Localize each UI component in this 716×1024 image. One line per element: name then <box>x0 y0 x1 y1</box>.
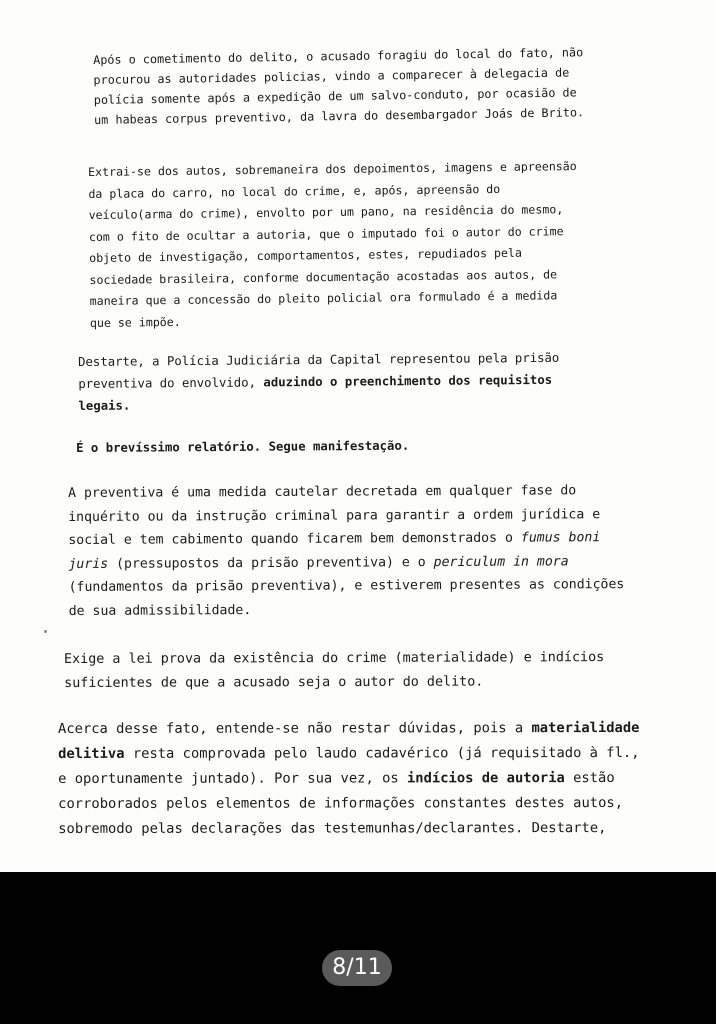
text-line <box>58 766 639 792</box>
text-line: um habeas corpus preventivo, da lavra do desembargador Joás de Brito. <box>93 105 585 127</box>
text-line: que se impõe. <box>89 314 181 330</box>
text-line: A preventiva é uma medida cautelar decretada em qualquer fase do <box>68 483 577 501</box>
paragraph-preventiva-cautelar <box>68 479 625 623</box>
text-line <box>58 741 639 767</box>
text-line: Destarte, a Polícia Judiciária da Capital representou pela prisão <box>78 350 560 369</box>
text-line: Extrai-se dos autos, sobremaneira dos depoimentos, imagens e apreensão <box>88 159 577 179</box>
bold-text-run: materialidade <box>531 719 640 737</box>
text-line <box>68 550 624 576</box>
bold-text-run: aduzindo o preenchimento dos requisitos <box>263 372 553 390</box>
heading-breve-relatorio <box>76 435 409 459</box>
text-run: social e tem cabimento quando ficarem bem demonstrados o <box>68 530 521 548</box>
text-run: Acerca desse fato, entende-se não restar dúvidas, pois a <box>58 720 532 737</box>
text-line: Exige a lei prova da existência do crime (materialidade) e indícios <box>64 650 605 667</box>
text-line: maneira que a concessão do pleito policial ora formulado é a medida <box>89 288 558 308</box>
text-line: Após o cometimento do delito, o acusado foragiu do local do fato, não <box>93 45 584 67</box>
text-line <box>78 369 559 395</box>
text-line <box>58 716 639 742</box>
text-line: da placa do carro, no local do crime, e, após, apreensão do <box>88 181 501 201</box>
text-run: estão <box>564 770 615 787</box>
paragraph-representacao-policia <box>78 347 560 417</box>
text-line: suficientes de que a acusado seja o autor do delito. <box>64 674 484 691</box>
text-line: corroborados pelos elementos de informações constantes destes autos, <box>58 795 624 812</box>
bold-text-run: delitiva <box>58 745 125 762</box>
bold-text-run: legais. <box>78 398 131 413</box>
paragraph-materialidade-autoria <box>58 716 640 842</box>
text-line: veículo(arma do crime), envolto por um pano, na residência do mesmo, <box>88 202 564 222</box>
text-line: objeto de investigação, comportamentos, estes, repudiados pela <box>89 245 522 265</box>
text-run: e oportunamente juntado). Por sua vez, os <box>58 770 407 787</box>
paragraph-fuga-acusado <box>93 42 584 130</box>
italic-text-run: fumus boni <box>520 530 601 546</box>
text-run: resta comprovada pelo laudo cadavérico (já requisitado à fl., <box>124 744 640 762</box>
italic-text-run: juris <box>68 556 109 572</box>
italic-text-run: periculum in mora <box>433 553 569 570</box>
text-line: sociedade brasileira, conforme documentação acostadas aos autos, de <box>89 266 558 287</box>
text-line: sobremodo pelas declarações das testemunhas/declarantes. Destarte, <box>58 820 607 837</box>
scan-speck <box>44 630 47 633</box>
text-run: (pressupostos da prisão preventiva) e o <box>108 554 434 572</box>
paragraph-extrai-se-autos <box>88 156 579 334</box>
text-line <box>68 526 624 552</box>
bold-text-run: É o brevíssimo relatório. Segue manifestação. <box>76 438 410 455</box>
text-run: preventiva do envolvido, <box>78 375 264 391</box>
text-line: (fundamentos da prisão preventiva), e estiverem presentes as condições <box>68 577 625 595</box>
text-line <box>78 391 559 417</box>
text-line: inquérito ou da instrução criminal para garantir a ordem jurídica e <box>68 506 601 525</box>
text-line: polícia somente após a expedição de um salvo-conduto, por ocasião de <box>93 85 577 107</box>
text-line: procurou as autoridades policias, vindo a comparecer à delegacia de <box>93 65 570 87</box>
paragraph-exige-lei-prova <box>64 646 604 696</box>
text-line: com o fito de ocultar a autoria, que o imputado foi o autor do crime <box>88 223 564 244</box>
page-counter-badge: 8/11 <box>322 950 392 986</box>
text-line: de sua admissibilidade. <box>68 602 252 619</box>
bold-text-run: indícios de autoria <box>406 770 565 787</box>
